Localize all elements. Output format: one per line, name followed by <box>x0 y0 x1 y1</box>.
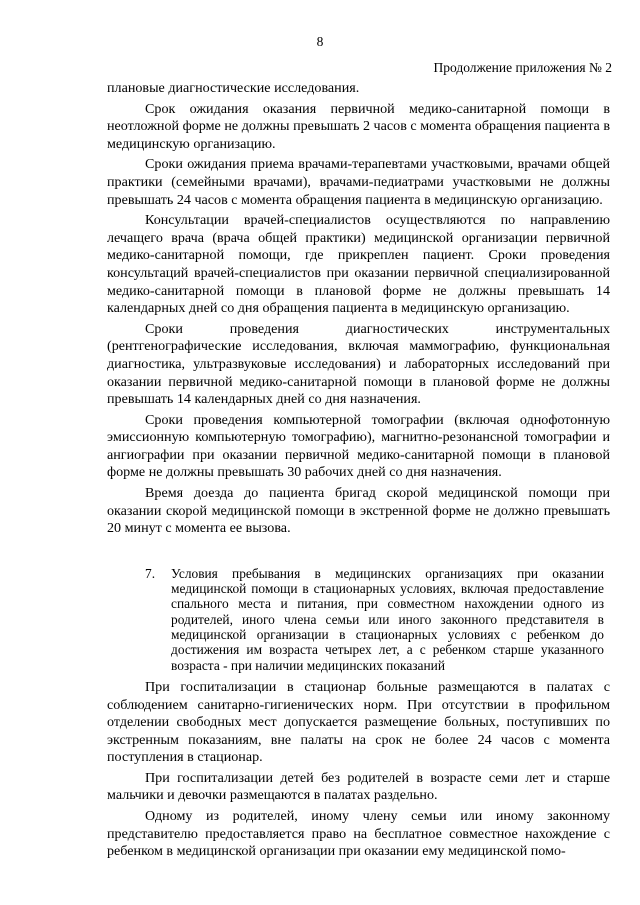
paragraph: Срок ожидания оказания первичной медико-санитарной помощи в неотложной форме не должны превышать 2 часов с момента обращения пациента в медицинскую организацию. <box>107 100 610 152</box>
paragraph: При госпитализации детей без родителей в возрасте семи лет и старше мальчики и девочки размещаются в палатах раздельно. <box>107 769 610 804</box>
paragraph: Одному из родителей, иному члену семьи или иному законному представителю предоставляется право на бесплатное совместное нахождение с ребенком в медицинской организации при оказании ему медицинской помо- <box>107 808 610 860</box>
paragraph: При госпитализации в стационар больные размещаются в палатах с соблюдением санитарно-гигиенических норм. При отсутствии в профильном отделении свободных мест допускается размещение больных, поступивших по экстренным показаниям, вне палаты на срок не более 24 часов с момента поступления в стационар. <box>107 678 610 766</box>
paragraph: Сроки ожидания приема врачами-терапевтами участковыми, врачами общей практики (семейными врачами), врачами-педиатрами участковыми не должны превышать 24 часов с момента обращения пациента в медицинскую организацию. <box>107 156 610 208</box>
appendix-continuation-note: Продолжение приложения № 2 <box>433 60 612 75</box>
section-heading <box>107 566 610 673</box>
paragraph: Сроки проведения диагностических инструментальных (рентгенографические исследования, включая маммографию, функциональная диагностика, ультразвуковые исследования) и лабораторных исследований при оказании первичной медико-санитарной помощи в плановой форме не должны превышать 14 календарных дней со дня назначения. <box>107 320 610 408</box>
body-text <box>107 80 610 864</box>
section-number: 7. <box>145 565 156 581</box>
paragraph: плановые диагностические исследования. <box>107 80 360 96</box>
section-title: Условия пребывания в медицинских организациях при оказании медицинской помощи в стационарных условиях, включая предоставление спального места и питания, при совместном нахождении одного из родителей, иного члена семьи или иного законного представителя в медицинской организации в стационарных условиях с ребенком до достижения им возраста четырех лет, а с ребенком старше указанного возраста - при наличии медицинских показаний <box>171 565 604 673</box>
paragraph: Сроки проведения компьютерной томографии (включая однофотонную эмиссионную компьютерную томографию), магнитно-резонансной томографии и ангиографии при оказании первичной медико-санитарной помощи в плановой форме не должны превышать 30 рабочих дней со дня назначения. <box>107 411 610 481</box>
page-number: 8 <box>316 34 324 49</box>
paragraph: Консультации врачей-специалистов осуществляются по направлению лечащего врача (врача общей практики) медицинской организации первичной медико-санитарной помощи, где прикреплен пациент. Сроки проведения консультаций врачей-специалистов при оказании первичной специализированной медико-санитарной помощи в плановой форме не должны превышать 14 календарных дней со дня обращения пациента в медицинскую организацию. <box>107 212 610 317</box>
paragraph: Время доезда до пациента бригад скорой медицинской помощи при оказании скорой медицинской помощи в экстренной форме не должно превышать 20 минут с момента ее вызова. <box>107 485 610 537</box>
section-spacer <box>107 541 610 566</box>
